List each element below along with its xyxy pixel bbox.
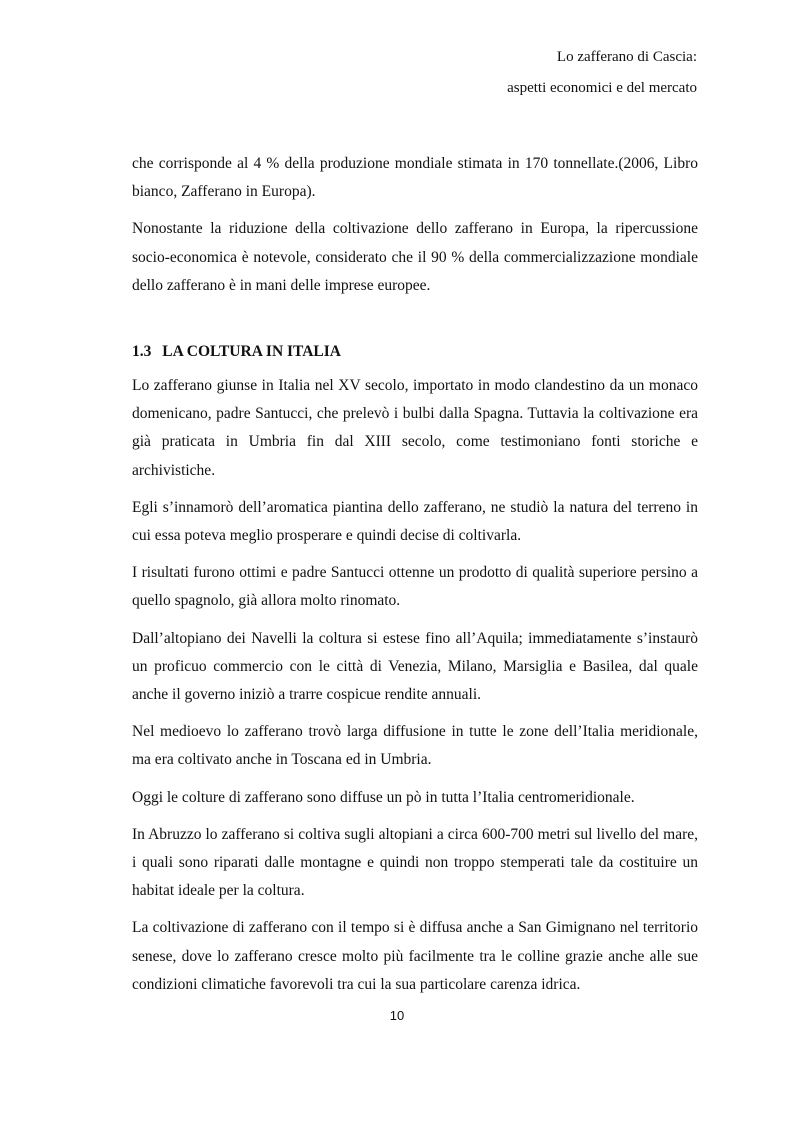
running-header-title: Lo zafferano di Cascia:: [556, 49, 697, 65]
paragraph: Dall’altopiano dei Navelli la coltura si estese fino all’Aquila; immediatamente s’instaurò un proficuo commercio con le città di Venezia, Milano, Marsiglia e Basilea, dal quale anche il governo iniziò a trarre cospicue rendite annuali.: [132, 629, 698, 704]
section-number: 1.3: [132, 343, 152, 361]
body-text: [132, 150, 698, 1008]
running-header-subtitle: aspetti economici e del mercato: [507, 80, 697, 96]
paragraph: Nel medioevo lo zafferano trovò larga diffusione in tutte le zone dell’Italia meridionale, ma era coltivato anche in Toscana ed in Umbria.: [132, 723, 698, 769]
paragraph: Lo zafferano giunse in Italia nel XV secolo, importato in modo clandestino da un monaco domenicano, padre Santucci, che prelevò i bulbi dalla Spagna. Tuttavia la coltivazione era già praticata in Umbria fin dal XIII secolo, come testimoniano fonti storiche e archivistiche.: [132, 377, 698, 479]
page-number: 10: [389, 1008, 405, 1023]
paragraph: Egli s’innamorò dell’aromatica piantina dello zafferano, ne studiò la natura del terreno in cui essa poteva meglio prosperare e quindi decise di coltivarla.: [132, 498, 698, 545]
section-heading: [132, 338, 698, 366]
paragraph: La coltivazione di zafferano con il tempo si è diffusa anche a San Gimignano nel territorio senese, dove lo zafferano cresce molto più facilmente tra le colline grazie anche alle sue condizioni climatiche favorevoli tra cui la sua particolare carenza idrica.: [132, 919, 698, 993]
section-title: LA COLTURA IN ITALIA: [162, 343, 341, 361]
paragraph: In Abruzzo lo zafferano si coltiva sugli altopiani a circa 600-700 metri sul livello del mare, i quali sono riparati dalle montagne e quindi non troppo stemperati tale da costituire un habitat ideale per la coltura.: [132, 825, 698, 900]
paragraph: I risultati furono ottimi e padre Santucci ottenne un prodotto di qualità superiore persino a quello spagnolo, già allora molto rinomato.: [132, 564, 698, 610]
paragraph: che corrisponde al 4 % della produzione mondiale stimata in 170 tonnellate.(2006, Libro bianco, Zafferano in Europa).: [132, 155, 698, 201]
paragraph: Nonostante la riduzione della coltivazione dello zafferano in Europa, la ripercussione socio-economica è notevole, considerato che il 90 % della commercializzazione mondiale dello zafferano è in mani delle imprese europee.: [132, 220, 698, 294]
paragraph: Oggi le colture di zafferano sono diffuse un pò in tutta l’Italia centromeridionale.: [132, 788, 635, 806]
